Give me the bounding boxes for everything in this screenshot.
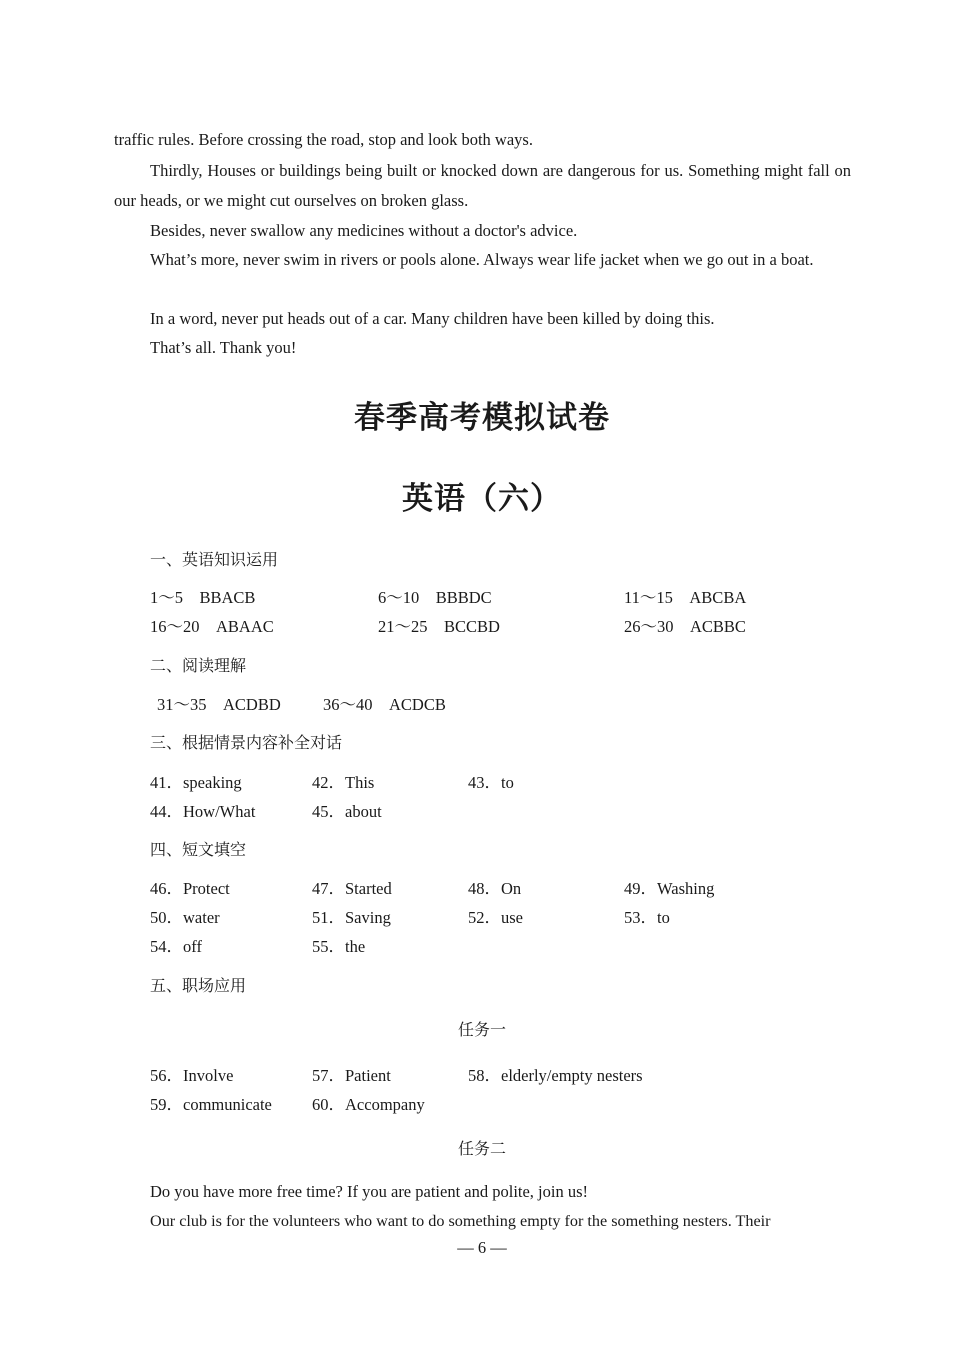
answer-item: 36～40 ACDCB <box>323 695 446 714</box>
answer-item: 43．to <box>468 773 514 792</box>
answer-item: 41．speaking <box>150 773 242 792</box>
exam-subtitle: 英语（六） <box>402 481 562 517</box>
paragraph: Thirdly, Houses or buildings being built or knocked down are dangerous for us. Something might fall on our heads, or we might cut ourselves on broken glass. <box>114 161 851 210</box>
answer-item: 52．use <box>468 908 523 927</box>
answer-item: 54．off <box>150 937 202 956</box>
answer-item: 53．to <box>624 908 670 927</box>
answer-item: 57．Patient <box>312 1066 391 1085</box>
paragraph: Our club is for the volunteers who want to do something empty for the something nesters. Their <box>150 1212 771 1230</box>
task-heading: 任务二 <box>457 1139 506 1158</box>
section-heading: 一、英语知识运用 <box>150 550 279 569</box>
answer-item: 49．Washing <box>624 879 715 898</box>
answer-item: 51．Saving <box>312 908 391 927</box>
answer-item: 46．Protect <box>150 879 230 898</box>
paragraph: Do you have more free time? If you are patient and polite, join us! <box>150 1182 589 1201</box>
paragraph: What’s more, never swim in rivers or pools alone. Always wear life jacket when we go out in a boat. <box>150 250 814 269</box>
page-number: — 6 — <box>457 1238 507 1257</box>
answer-item: 48．On <box>468 879 522 898</box>
answer-item: 60．Accompany <box>312 1095 425 1114</box>
answer-item: 47．Started <box>312 879 392 898</box>
answer-item: 16～20 ABAAC <box>150 617 274 636</box>
answer-item: 55．the <box>312 937 366 956</box>
answer-item: 31～35 ACDBD <box>157 695 281 714</box>
answer-item: 44．How/What <box>150 802 256 821</box>
answer-item: 1～5 BBACB <box>150 588 256 607</box>
answer-item: 56．Involve <box>150 1066 234 1085</box>
task-heading: 任务一 <box>457 1020 506 1039</box>
answer-item: 21～25 BCCBD <box>378 617 500 636</box>
section-heading: 三、根据情景内容补全对话 <box>150 733 343 752</box>
answer-item: 42．This <box>312 773 375 792</box>
paragraph: In a word, never put heads out of a car. Many children have been killed by doing this. <box>150 309 715 328</box>
paragraph: Besides, never swallow any medicines without a doctor's advice. <box>150 221 578 240</box>
text-line: traffic rules. Before crossing the road, stop and look both ways. <box>114 130 533 149</box>
answer-item: 11～15 ABCBA <box>624 588 747 607</box>
exam-title: 春季高考模拟试卷 <box>354 400 610 436</box>
section-heading: 四、短文填空 <box>150 840 247 859</box>
answer-item: 6～10 BBBDC <box>378 588 492 607</box>
answer-item: 26～30 ACBBC <box>624 617 746 636</box>
section-heading: 二、阅读理解 <box>150 656 247 675</box>
answer-item: 50．water <box>150 908 220 927</box>
answer-item: 58．elderly/empty nesters <box>468 1066 643 1085</box>
answer-item: 59．communicate <box>150 1095 272 1114</box>
section-heading: 五、职场应用 <box>150 976 247 995</box>
paragraph: That’s all. Thank you! <box>150 338 297 357</box>
answer-item: 45．about <box>312 802 382 821</box>
